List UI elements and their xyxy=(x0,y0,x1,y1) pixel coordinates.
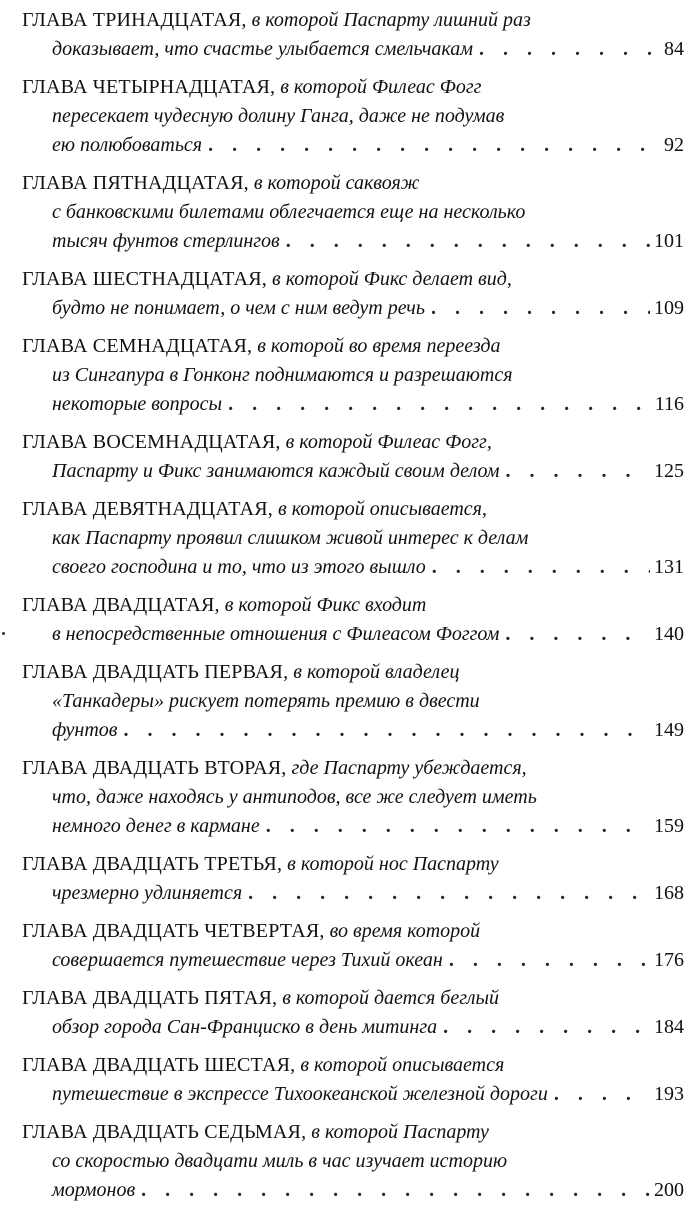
dot-leader xyxy=(499,620,650,649)
toc-line-text xyxy=(52,553,426,582)
toc-entry-line xyxy=(22,457,684,486)
page-number: 168 xyxy=(654,882,684,904)
chapter-description: в которой Фикс входит xyxy=(224,594,427,616)
dot-leader xyxy=(222,390,651,419)
chapter-description: чрезмерно удлиняется xyxy=(52,882,243,904)
chapter-description: фунтов xyxy=(52,719,118,741)
toc-line-text xyxy=(22,987,499,1009)
dot-leader xyxy=(425,294,650,323)
toc-line-text xyxy=(52,1080,548,1109)
table-of-contents xyxy=(22,6,684,1214)
toc-line-text xyxy=(52,946,443,975)
toc-entry-line xyxy=(22,361,684,390)
chapter-heading: ГЛАВА ДВАДЦАТЬ ШЕСТАЯ, xyxy=(22,1054,296,1076)
toc-line-text xyxy=(52,786,537,808)
toc-entry-line xyxy=(22,687,684,716)
chapter-heading: ГЛАВА СЕМНАДЦАТАЯ, xyxy=(22,335,253,357)
toc-line-text xyxy=(52,1013,437,1042)
chapter-description: доказывает, что счастье улыбается смельчакам xyxy=(52,38,473,60)
toc-entry-first-line xyxy=(22,754,684,783)
toc-entry-first-line xyxy=(22,850,684,879)
toc-entry-line xyxy=(22,390,684,419)
page-number: 125 xyxy=(654,460,684,482)
toc-entry-line xyxy=(22,131,684,160)
toc-entry xyxy=(22,591,684,649)
stray-ink-mark xyxy=(2,632,5,635)
page-number: 109 xyxy=(654,297,684,319)
toc-entry xyxy=(22,495,684,582)
toc-line-text xyxy=(22,431,492,453)
chapter-description: с банковскими билетами облегчается еще на несколько xyxy=(52,201,526,223)
chapter-description: в непосредственные отношения с Филеасом Фоггом xyxy=(52,623,500,645)
chapter-description: в которой описывается, xyxy=(278,498,487,520)
page-number: 149 xyxy=(654,719,684,741)
toc-entry-first-line xyxy=(22,1118,684,1147)
toc-entry xyxy=(22,6,684,64)
page-number: 84 xyxy=(664,38,684,60)
toc-line-text xyxy=(52,364,513,386)
toc-entry-first-line xyxy=(22,265,684,294)
dot-leader xyxy=(500,457,650,486)
page-number: 176 xyxy=(654,949,684,971)
chapter-description: мормонов xyxy=(52,1179,136,1201)
toc-line-text xyxy=(22,853,499,875)
dot-leader xyxy=(135,1176,650,1205)
toc-line-text xyxy=(22,1054,504,1076)
toc-entry-first-line xyxy=(22,428,684,457)
chapter-description: что, даже находясь у антиподов, все же следует иметь xyxy=(52,786,537,808)
toc-entry xyxy=(22,1051,684,1109)
chapter-description: в которой саквояж xyxy=(253,172,420,194)
chapter-description: в которой Филеас Фогг xyxy=(280,76,482,98)
toc-entry-line xyxy=(22,716,684,745)
toc-entry-first-line xyxy=(22,591,684,620)
chapter-description: путешествие в экспрессе Тихоокеанской железной дороги xyxy=(52,1083,548,1105)
toc-line-text xyxy=(22,920,480,942)
toc-line-text xyxy=(52,35,473,64)
toc-entry-line xyxy=(22,227,684,256)
chapter-description: немного денег в кармане xyxy=(52,815,260,837)
toc-entry-line xyxy=(22,879,684,908)
toc-entry-first-line xyxy=(22,495,684,524)
chapter-description: в которой Паспарту лишний раз xyxy=(251,9,531,31)
toc-line-text xyxy=(52,131,202,160)
toc-line-text xyxy=(22,661,459,683)
chapter-description: обзор города Сан-Франциско в день митинга xyxy=(52,1016,438,1038)
chapter-description: где Паспарту убеждается, xyxy=(291,757,527,779)
chapter-description: пересекает чудесную долину Ганга, даже не подумав xyxy=(52,105,505,127)
chapter-description: ею полюбоваться xyxy=(52,134,203,156)
toc-entry-line xyxy=(22,783,684,812)
toc-line-text xyxy=(22,594,426,616)
toc-line-text xyxy=(52,1176,135,1205)
chapter-description: в которой описывается xyxy=(300,1054,505,1076)
chapter-description: своего господина и то, что из этого вышло xyxy=(52,556,426,578)
chapter-description: совершается путешествие через Тихий океан xyxy=(52,949,443,971)
toc-entry-first-line xyxy=(22,1051,684,1080)
toc-entry-first-line xyxy=(22,984,684,1013)
toc-entry-first-line xyxy=(22,332,684,361)
chapter-description: в которой дается беглый xyxy=(282,987,500,1009)
chapter-heading: ГЛАВА ДВАДЦАТЬ ПЕРВАЯ, xyxy=(22,661,289,683)
page-number: 184 xyxy=(654,1016,684,1038)
chapter-description: «Танкадеры» рискует потерять премию в двести xyxy=(52,690,480,712)
toc-entry-line xyxy=(22,294,684,323)
chapter-description: в которой Фикс делает вид, xyxy=(272,268,512,290)
dot-leader xyxy=(548,1080,650,1109)
page-number: 101 xyxy=(654,230,684,252)
chapter-heading: ГЛАВА ДВАДЦАТЬ ПЯТАЯ, xyxy=(22,987,278,1009)
chapter-heading: ГЛАВА ДВАДЦАТАЯ, xyxy=(22,594,220,616)
toc-line-text xyxy=(52,227,280,256)
toc-entry-line xyxy=(22,812,684,841)
chapter-heading: ГЛАВА ДВАДЦАТЬ ВТОРАЯ, xyxy=(22,757,287,779)
toc-entry-line xyxy=(22,1147,684,1176)
toc-entry xyxy=(22,754,684,841)
toc-entry xyxy=(22,917,684,975)
toc-entry-line xyxy=(22,553,684,582)
toc-entry-line xyxy=(22,1080,684,1109)
page-number: 92 xyxy=(664,134,684,156)
dot-leader xyxy=(202,131,660,160)
dot-leader xyxy=(260,812,650,841)
toc-entry-line xyxy=(22,198,684,227)
toc-entry xyxy=(22,332,684,419)
toc-entry-line xyxy=(22,35,684,64)
dot-leader xyxy=(280,227,650,256)
chapter-description: Паспарту и Фикс занимаются каждый своим делом xyxy=(52,460,500,482)
chapter-description: из Сингапура в Гонконг поднимаются и разрешаются xyxy=(52,364,513,386)
toc-line-text xyxy=(22,757,527,779)
chapter-heading: ГЛАВА ДВАДЦАТЬ ТРЕТЬЯ, xyxy=(22,853,283,875)
toc-line-text xyxy=(52,690,480,712)
chapter-description: будто не понимает, о чем с ним ведут речь xyxy=(52,297,425,319)
chapter-heading: ГЛАВА ВОСЕМНАДЦАТАЯ, xyxy=(22,431,281,453)
toc-entry-first-line xyxy=(22,917,684,946)
toc-line-text xyxy=(22,76,481,98)
toc-entry xyxy=(22,73,684,160)
toc-line-text xyxy=(52,620,499,649)
page-number: 116 xyxy=(654,393,684,415)
toc-line-text xyxy=(52,1150,507,1172)
toc-line-text xyxy=(52,879,242,908)
toc-line-text xyxy=(52,457,500,486)
toc-line-text xyxy=(22,1121,489,1143)
toc-line-text xyxy=(22,498,487,520)
chapter-description: во время которой xyxy=(329,920,481,942)
page-number: 193 xyxy=(654,1083,684,1105)
toc-entry-line xyxy=(22,620,684,649)
chapter-description: некоторые вопросы xyxy=(52,393,223,415)
toc-entry xyxy=(22,658,684,745)
toc-entry-first-line xyxy=(22,169,684,198)
toc-entry-line xyxy=(22,946,684,975)
toc-entry-line xyxy=(22,102,684,131)
toc-entry xyxy=(22,169,684,256)
chapter-heading: ГЛАВА ЧЕТЫРНАДЦАТАЯ, xyxy=(22,76,276,98)
toc-entry xyxy=(22,850,684,908)
toc-entry-first-line xyxy=(22,73,684,102)
chapter-description: в которой во время переезда xyxy=(257,335,501,357)
dot-leader xyxy=(437,1013,650,1042)
toc-line-text xyxy=(52,201,525,223)
dot-leader xyxy=(117,716,650,745)
toc-line-text xyxy=(52,527,528,549)
chapter-description: в которой владелец xyxy=(293,661,460,683)
toc-entry-line xyxy=(22,1013,684,1042)
chapter-heading: ГЛАВА ПЯТНАДЦАТАЯ, xyxy=(22,172,249,194)
toc-entry-line xyxy=(22,524,684,553)
dot-leader xyxy=(426,553,650,582)
toc-entry xyxy=(22,428,684,486)
toc-line-text xyxy=(52,294,425,323)
dot-leader xyxy=(443,946,650,975)
toc-line-text xyxy=(52,716,117,745)
chapter-description: в которой Паспарту xyxy=(311,1121,489,1143)
chapter-heading: ГЛАВА ДВАДЦАТЬ СЕДЬМАЯ, xyxy=(22,1121,307,1143)
chapter-description: тысяч фунтов стерлингов xyxy=(52,230,280,252)
toc-entry-first-line xyxy=(22,658,684,687)
toc-line-text xyxy=(22,268,512,290)
page-number: 140 xyxy=(654,623,684,645)
toc-entry-first-line xyxy=(22,6,684,35)
chapter-heading: ГЛАВА ШЕСТНАДЦАТАЯ, xyxy=(22,268,268,290)
toc-entry xyxy=(22,1118,684,1205)
toc-line-text xyxy=(22,335,500,357)
toc-line-text xyxy=(22,9,531,31)
page-number: 159 xyxy=(654,815,684,837)
dot-leader xyxy=(242,879,650,908)
dot-leader xyxy=(473,35,660,64)
toc-entry xyxy=(22,265,684,323)
toc-line-text xyxy=(52,812,260,841)
toc-line-text xyxy=(22,172,419,194)
toc-line-text xyxy=(52,105,504,127)
chapter-heading: ГЛАВА ДЕВЯТНАДЦАТАЯ, xyxy=(22,498,274,520)
page-number: 200 xyxy=(654,1179,684,1201)
chapter-description: в которой нос Паспарту xyxy=(287,853,499,875)
chapter-description: как Паспарту проявил слишком живой интерес к делам xyxy=(52,527,529,549)
chapter-heading: ГЛАВА ТРИНАДЦАТАЯ, xyxy=(22,9,247,31)
toc-entry-line xyxy=(22,1176,684,1205)
toc-entry xyxy=(22,984,684,1042)
page-number: 131 xyxy=(654,556,684,578)
chapter-heading: ГЛАВА ДВАДЦАТЬ ЧЕТВЕРТАЯ, xyxy=(22,920,325,942)
chapter-description: в которой Филеас Фогг, xyxy=(285,431,492,453)
chapter-description: со скоростью двадцати миль в час изучает историю xyxy=(52,1150,508,1172)
toc-line-text xyxy=(52,390,222,419)
